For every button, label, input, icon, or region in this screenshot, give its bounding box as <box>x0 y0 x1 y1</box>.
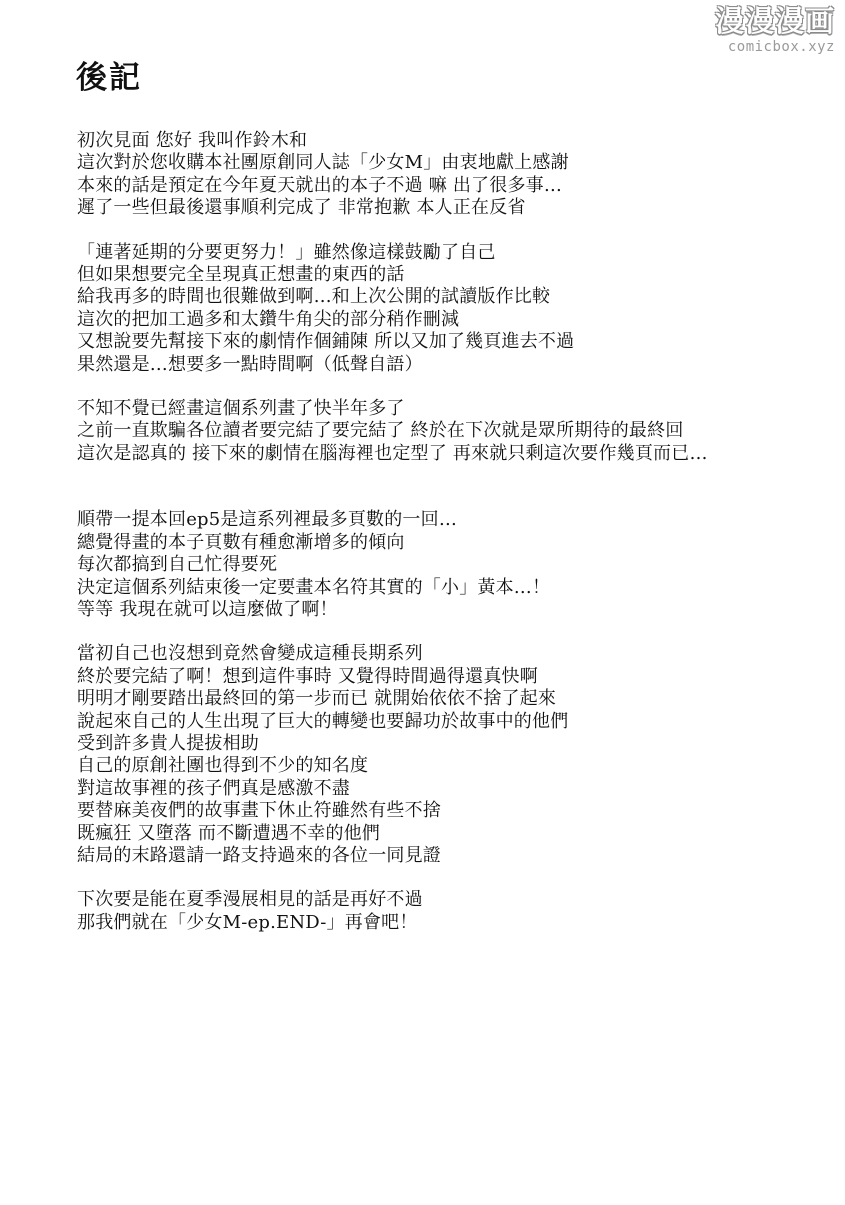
paragraph-1 <box>77 130 817 220</box>
text-line: 這次是認真的 接下來的劇情在腦海裡也定型了 再來就只剩這次要作幾頁而已… <box>77 442 708 464</box>
text-line: 這次的把加工過多和太鑽牛角尖的部分稍作刪減 <box>77 308 460 330</box>
paragraph-4 <box>77 509 817 621</box>
text-line: 對這故事裡的孩子們真是感激不盡 <box>77 777 350 799</box>
text-line: 決定這個系列結束後一定要畫本名符其實的「小」黃本…！ <box>77 576 551 598</box>
text-line: 每次都搞到自己忙得要死 <box>77 554 278 576</box>
text-line: 「連著延期的分要更努力！」雖然像這樣鼓勵了自己 <box>77 241 496 263</box>
paragraph-gap <box>77 376 817 398</box>
paragraph-2 <box>77 242 817 376</box>
site-watermark <box>695 4 835 60</box>
text-line: 下次要是能在夏季漫展相見的話是再好不過 <box>77 889 423 911</box>
text-line: 等等 我現在就可以這麼做了啊！ <box>77 598 338 620</box>
paragraph-gap <box>77 867 817 889</box>
text-line: 終於要完結了啊！想到這件事時 又覺得時間過得還真快啊 <box>77 665 538 687</box>
text-line: 又想說要先幫接下來的劇情作個鋪陳 所以又加了幾頁進去不過 <box>77 331 575 353</box>
text-line: 不知不覺已經畫這個系列畫了快半年多了 <box>77 398 405 420</box>
text-line: 既瘋狂 又墮落 而不斷遭遇不幸的他們 <box>77 822 381 844</box>
paragraph-3 <box>77 398 817 465</box>
text-line: 要替麻美夜們的故事畫下休止符雖然有些不捨 <box>77 800 441 822</box>
text-line: 明明才剛要踏出最終回的第一步而已 就開始依依不捨了起來 <box>77 688 557 710</box>
text-line: 但如果想要完全呈現真正想畫的東西的話 <box>77 264 405 286</box>
text-line: 初次見面 您好 我叫作鈴木和 <box>77 130 308 151</box>
text-line: 說起來自己的人生出現了巨大的轉變也要歸功於故事中的他們 <box>77 710 569 732</box>
text-line: 總覺得畫的本子頁數有種愈漸增多的傾向 <box>77 531 405 553</box>
text-line: 這次對於您收購本社團原創同人誌「少女M」由衷地獻上感謝 <box>77 152 569 174</box>
text-line: 給我再多的時間也很難做到啊…和上次公開的試讀版作比較 <box>77 286 551 308</box>
paragraph-gap <box>77 465 817 509</box>
paragraph-6 <box>77 889 817 934</box>
text-line: 當初自己也沒想到竟然會變成這種長期系列 <box>77 643 423 665</box>
text-line: 果然還是…想要多一點時間啊（低聲自語） <box>77 353 423 375</box>
text-line: 本來的話是預定在今年夏天就出的本子不過 嘛 出了很多事… <box>77 174 563 196</box>
page-title: 後記 <box>76 60 142 96</box>
paragraph-gap <box>77 220 817 242</box>
text-line: 之前一直欺騙各位讀者要完結了要完結了 終於在下次就是眾所期待的最終回 <box>77 420 684 442</box>
watermark-logo: 漫漫漫画 <box>714 4 835 38</box>
text-line: 那我們就在「少女M-ep.END-」再會吧！ <box>77 911 418 933</box>
afterword-body <box>77 130 817 934</box>
watermark-url: comicbox.xyz <box>727 39 835 55</box>
text-line: 受到許多貴人提拔相助 <box>77 732 259 754</box>
text-line: 自己的原創社團也得到不少的知名度 <box>77 755 369 777</box>
paragraph-5 <box>77 643 817 867</box>
text-line: 遲了一些但最後還事順利完成了 非常抱歉 本人正在反省 <box>77 197 526 219</box>
text-line: 順帶一提本回ep5是這系列裡最多頁數的一回… <box>77 509 458 531</box>
paragraph-gap <box>77 621 817 643</box>
text-line: 結局的末路還請一路支持過來的各位一同見證 <box>77 844 441 866</box>
